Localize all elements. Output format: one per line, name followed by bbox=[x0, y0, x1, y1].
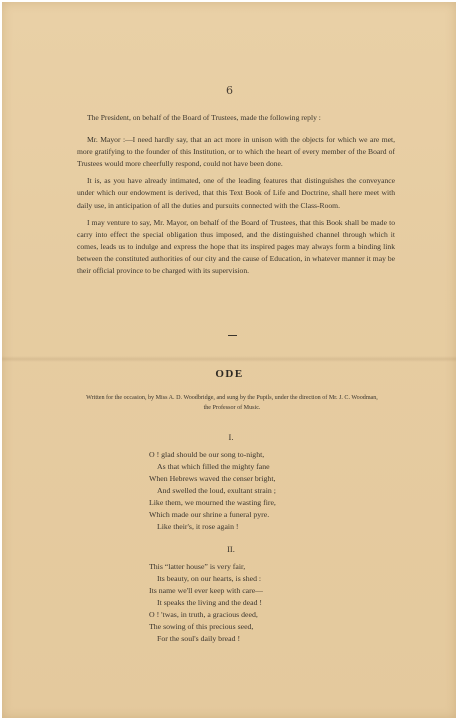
stanza-line: And swelled the loud, exultant strain ; bbox=[157, 486, 276, 495]
stanza-line: Its beauty, on our hearts, is shed : bbox=[157, 574, 262, 583]
stanza-line: This “latter house” is very fair, bbox=[149, 562, 246, 571]
section-divider bbox=[228, 335, 237, 336]
stanza-number: II. bbox=[227, 544, 235, 554]
stanza-2 bbox=[149, 561, 349, 645]
reply-paragraph: Mr. Mayor :—I need hardly say, that an act more in unison with the objects for which we are met, more gratifying to the founder of this Institution, or to which the heart of every member of the Board of Trustees would more cheerfully respond, could not have been done. bbox=[77, 135, 395, 169]
stanza-line: Like their's, it rose again ! bbox=[157, 522, 239, 531]
stanza-line: When Hebrews waved the censer bright, bbox=[149, 474, 276, 483]
stanza-line: It speaks the living and the dead ! bbox=[157, 598, 263, 607]
page-number: 6 bbox=[226, 84, 233, 97]
intro-paragraph: The President, on behalf of the Board of Trustees, made the following reply : bbox=[87, 113, 321, 122]
stanza-line: Which made our shrine a funeral pyre. bbox=[149, 510, 270, 519]
stanza-line: For the soul's daily bread ! bbox=[157, 634, 241, 643]
stanza-1 bbox=[149, 449, 349, 533]
ode-title: ODE bbox=[215, 368, 244, 380]
reply-paragraph: It is, as you have already intimated, one of the leading features that distinguishes the conveyance under which our endowment is derived, that this Text Book of Life and Doctrine, shall here meet with daily use, in anticipation of all the duties and pursuits connected with the Class-Room. bbox=[77, 176, 395, 210]
stanza-line: As that which filled the mighty fane bbox=[157, 462, 270, 471]
stanza-line: O ! 'twas, in truth, a gracious deed, bbox=[149, 610, 258, 619]
stanza-line: Like them, we mourned the wasting fire, bbox=[149, 498, 276, 507]
stanza-number: I. bbox=[228, 432, 234, 442]
reply-section bbox=[77, 112, 395, 282]
stanza-line: O ! glad should be our song to-night, bbox=[149, 450, 265, 459]
stanza-line: Its name we'll ever keep with care— bbox=[149, 586, 263, 595]
stanza-line: The sowing of this precious seed, bbox=[149, 622, 254, 631]
page-fold-crease bbox=[2, 356, 456, 362]
ode-credit: Written for the occasion, by Miss A. D. Woodbridge, and sung by the Pupils, under the direction of Mr. J. C. Woodman, the Professor of Music. bbox=[86, 395, 378, 412]
reply-paragraph: I may venture to say, Mr. Mayor, on behalf of the Board of Trustees, that this Book shall be made to carry into effect the special obligation thus imposed, and the distinguished channel through which it comes, leads us to indulge and express the hope that its inspired pages may always form a binding link between the constituted authorities of our city and the cause of Education, in whatever manner it may be their official province to be charged with its supervision. bbox=[77, 217, 395, 276]
